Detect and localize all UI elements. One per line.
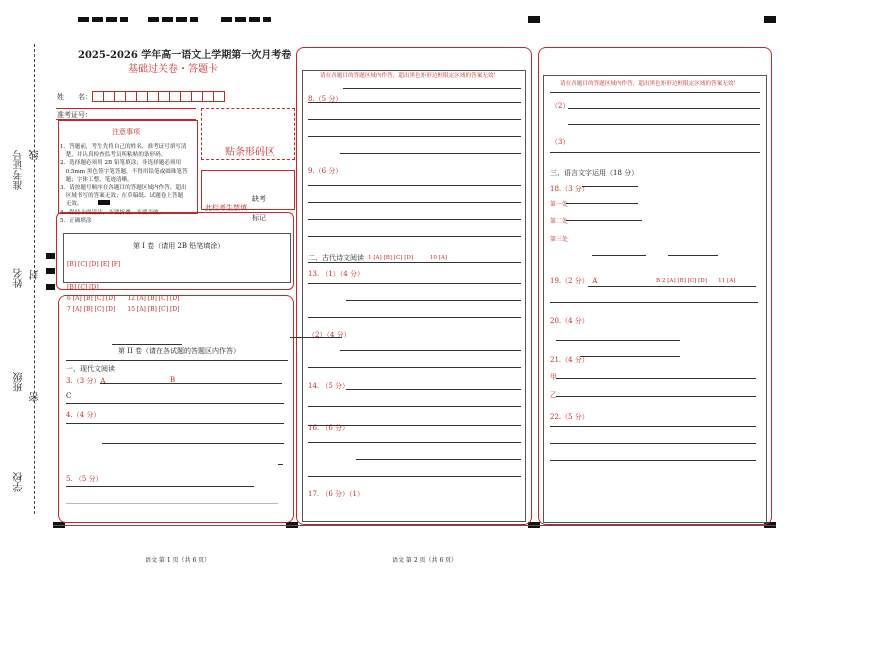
section2-box — [58, 295, 294, 523]
answer-line — [550, 152, 760, 153]
page1-footer: 语文 第 1 页（共 6 页） — [145, 557, 211, 564]
divider — [56, 108, 196, 109]
answer-line — [278, 464, 283, 465]
answer-line — [308, 202, 521, 203]
answer-line — [66, 423, 284, 424]
strip-label-id: 准考证号 — [14, 150, 25, 190]
page2-footer: 语文 第 2 页（共 6 页） — [392, 557, 458, 564]
mc-row-2: 7 [A] [B] [C] [D] 15 [A] [B] [C] [D] — [67, 306, 180, 313]
q9-label: 9.（6 分） — [308, 167, 343, 175]
answer-line — [580, 356, 680, 357]
notice-list: 1．答题前，考生先将自己的姓名，准考证号填写清 楚，并认真检查监考员所粘贴的条形码。 2．选择题必须用 2B 铅笔填涂；非选择题必须用 0.5mm 黑色签字笔答题，不得用铅笔或圆珠笔答 题；字体工整、笔迹清晰。 3．请按题号顺序在各题目的答题区域内作答，超出 区域书写的答案无效；在草稿纸、试题卷上答题 无效。 4．保持卡面清洁，不要折叠、不要弄破。 5．正确填涂 — [60, 144, 188, 224]
answer-line — [66, 486, 254, 487]
answer-line — [308, 102, 521, 103]
answer-line — [588, 286, 756, 287]
choice-row: [B] [C] [D] — [67, 284, 99, 291]
part3-title: 三、语言文字运用（18 分） — [550, 169, 639, 177]
answer-line — [556, 378, 756, 379]
answer-line — [102, 443, 284, 444]
answer-line — [308, 317, 521, 318]
q8-label: 8.（5 分） — [308, 95, 343, 103]
answer-line — [308, 367, 521, 368]
page2-warning: 请在各题目的答题区域内作答，超出黑色矩形边框限定区域的答案无效！ — [320, 73, 500, 79]
yi-label: 乙 — [550, 391, 557, 399]
answer-line — [566, 220, 642, 221]
wrong-fills: [B] [C] [D] [E] [F] — [67, 261, 121, 268]
q19-label: 19.（2 分） A — [550, 277, 598, 285]
answer-line — [668, 255, 718, 256]
answer-line — [550, 426, 756, 427]
q13-label: 13. （1）（4 分） — [308, 270, 364, 278]
registration-mark — [46, 268, 55, 274]
answer-line — [346, 300, 521, 301]
registration-mark — [46, 253, 55, 259]
notice-title: 注意事项 — [112, 128, 140, 136]
name-grid — [92, 91, 224, 102]
page-title: 2025-2026 学年高一语文上学期第一次月考卷 — [78, 50, 292, 61]
page3-warning: 请在各题目的答题区域内作答，超出黑色矩形边框限定区域的答案无效！ — [560, 81, 740, 87]
answer-line — [356, 459, 521, 460]
registration-mark — [221, 17, 271, 22]
registration-mark — [78, 17, 128, 22]
id-label: 准考证号： — [57, 111, 92, 119]
strip-label-seal: 封 — [30, 270, 41, 280]
q3-label: 3.（3 分）A — [66, 377, 106, 385]
answer-line — [66, 360, 288, 361]
place-2: 第二处 — [550, 218, 569, 225]
section1-title: 第 I 卷（请用 2B 铅笔填涂） — [133, 242, 225, 250]
q16-label: 16. （6 分） — [308, 424, 350, 432]
answer-line — [340, 350, 521, 351]
answer-line — [308, 219, 521, 220]
strip-label-class: 班级 — [14, 372, 25, 392]
answer-line — [308, 442, 521, 443]
registration-mark — [764, 16, 776, 23]
q5-label: 5. （5 分） — [66, 475, 103, 483]
strip-label-secret: 密 — [30, 392, 41, 402]
place-3: 第三处 — [550, 236, 569, 243]
strip-label-line: 线 — [30, 150, 41, 160]
registration-mark — [148, 17, 198, 22]
absent-mark-label: 标记 — [252, 214, 266, 222]
answer-line — [568, 108, 760, 109]
answer-line — [556, 396, 756, 397]
q18-label: 18.（3 分） — [550, 185, 589, 193]
answer-line — [308, 283, 521, 284]
barcode-label: 贴条形码区 — [225, 147, 275, 158]
answer-line — [556, 340, 680, 341]
name-label: 姓 名： — [57, 93, 92, 101]
page3-inner — [543, 75, 767, 523]
q14-label: 14. （5 分） — [308, 382, 350, 390]
mc-row-1: 6 [A] [B] [C] [D] 12 [A] [B] [C] [D] — [67, 295, 180, 302]
strip-label-school: 学校 — [14, 472, 25, 492]
q3p-label: （3） — [551, 138, 570, 146]
answer-line — [308, 185, 521, 186]
answer-line — [100, 383, 282, 384]
q3-option-c: C — [66, 392, 72, 400]
q20-label: 20.（4 分） — [550, 317, 589, 325]
part2-choices: 1 [A] [B] [C] [D] 10 [A] — [368, 255, 448, 261]
q21-label: 21.（4 分） — [550, 356, 589, 364]
answer-line — [308, 262, 521, 263]
q17-label: 17. （6 分）（1） — [308, 490, 364, 498]
section2-title: 第 II 卷（请在各试题的答题区内作答） — [118, 347, 240, 355]
answer-line — [66, 503, 278, 504]
answer-line — [340, 153, 521, 154]
answer-line — [66, 403, 284, 404]
answer-line — [308, 136, 521, 137]
absent-label: 缺考 — [252, 195, 266, 203]
answer-line — [568, 124, 760, 125]
answer-line — [308, 119, 521, 120]
answer-line — [290, 337, 342, 338]
strip-label-name: 姓名 — [14, 268, 25, 288]
part2-title: 二、古代诗文阅读 — [308, 254, 364, 262]
fill-sample — [98, 200, 110, 205]
registration-mark — [528, 16, 540, 23]
bottom-rule — [53, 525, 776, 526]
answer-line — [550, 443, 756, 444]
answer-line — [308, 476, 521, 477]
part1-title: 一、现代文阅读 — [66, 365, 115, 373]
answer-line — [308, 406, 521, 407]
q22-label: 22.（5 分） — [550, 413, 589, 421]
q4-label: 4.（4 分） — [66, 411, 101, 419]
answer-line — [566, 203, 638, 204]
answer-line — [550, 302, 758, 303]
answer-line — [346, 389, 521, 390]
answer-line — [343, 88, 521, 89]
place-1: 第一处 — [550, 201, 569, 208]
answer-line — [582, 186, 638, 187]
q3-option-b: B — [170, 376, 176, 384]
answer-line — [550, 92, 760, 93]
q13-2-label: （2）（4 分） — [308, 331, 351, 339]
q19-choices: B 2 [A] [B] [C] [D] 11 [A] — [656, 278, 736, 284]
absent-note: 此栏考生禁填 — [205, 204, 247, 212]
answer-line — [308, 425, 521, 426]
answer-line — [308, 236, 521, 237]
answer-line — [550, 460, 756, 461]
answer-line — [592, 255, 646, 256]
jia-label: 甲 — [550, 373, 557, 381]
page2-inner — [302, 70, 526, 522]
answer-line — [112, 344, 182, 345]
registration-mark — [46, 284, 55, 290]
q2-label: （2） — [551, 102, 570, 110]
page-subtitle: 基础过关卷・答题卡 — [128, 64, 218, 75]
